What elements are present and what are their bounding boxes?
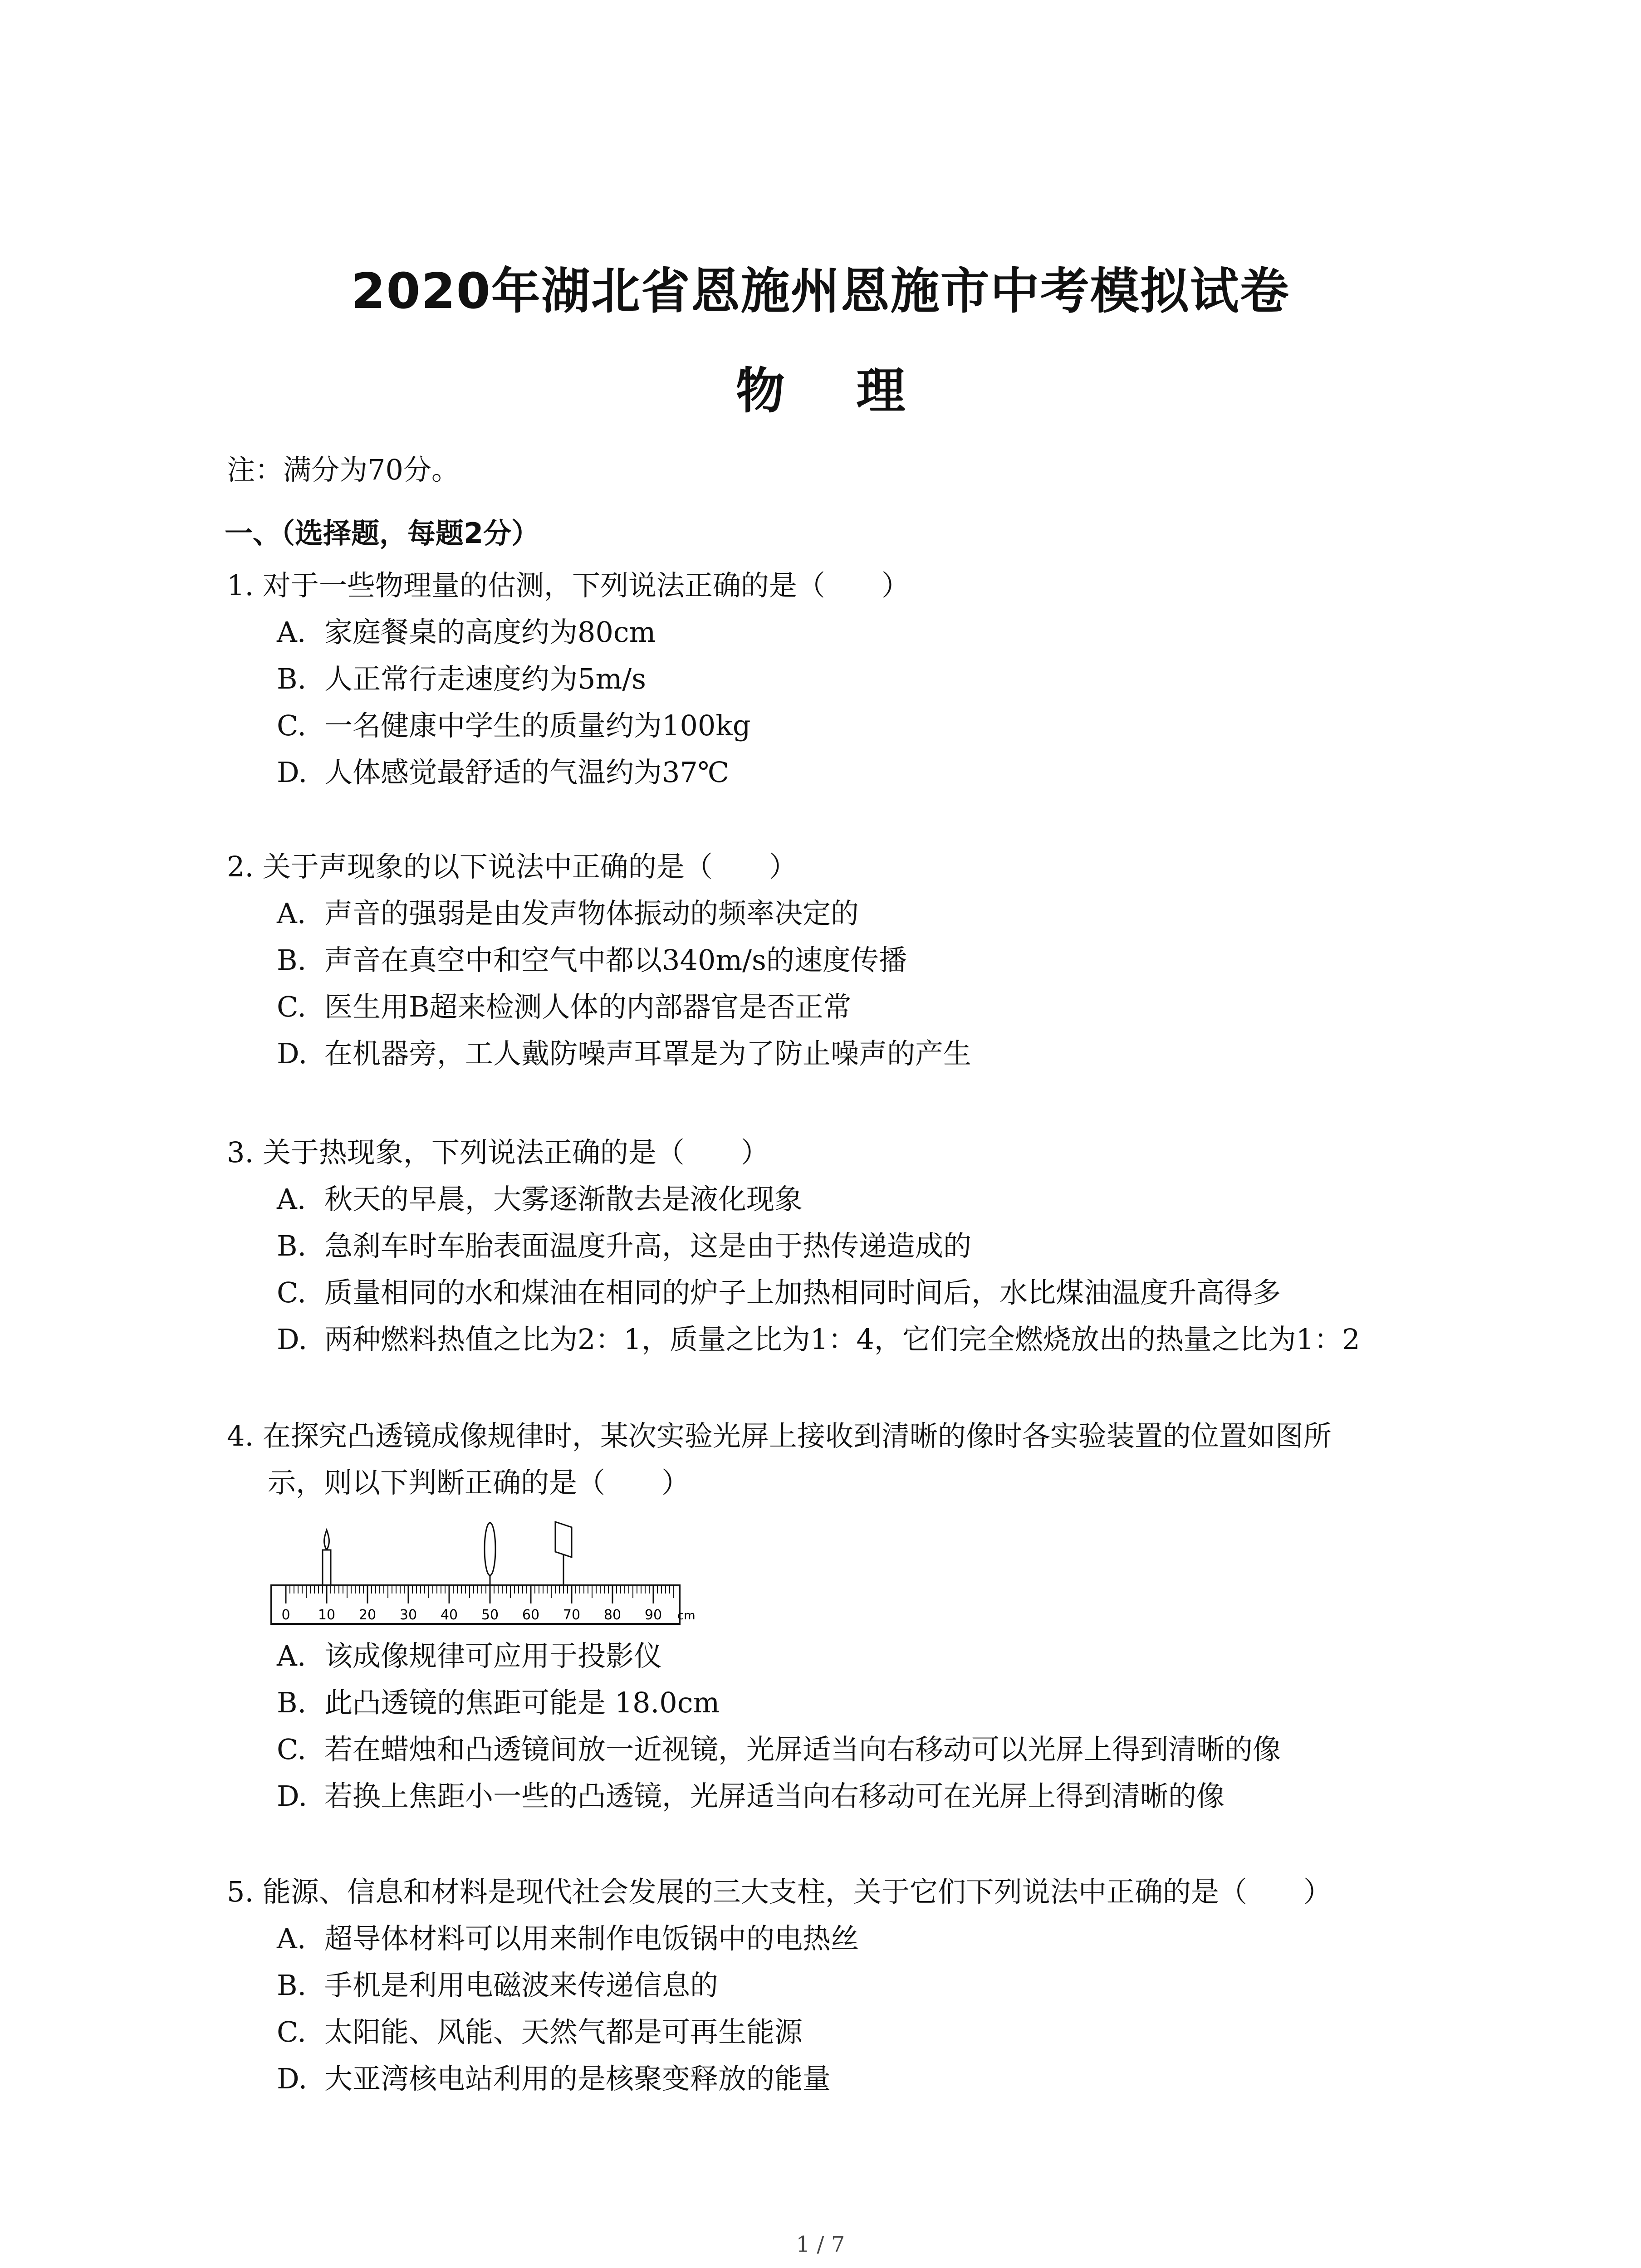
ruler-tick-label: 40 bbox=[440, 1607, 458, 1623]
convex-lens-icon bbox=[485, 1523, 495, 1585]
option-text: 在机器旁，工人戴防噪声耳罩是为了防止噪声的产生 bbox=[324, 1037, 972, 1070]
question-1-stem: 1. 对于一些物理量的估测，下列说法正确的是（ ） bbox=[227, 569, 910, 602]
question-4-stem: 4. 在探究凸透镜成像规律时，某次实验光屏上接收到清晰的像时各实验装置的位置如图所 bbox=[227, 1419, 1332, 1452]
question-2-option-d bbox=[277, 1037, 972, 1070]
option-text: 超导体材料可以用来制作电饭锅中的电热丝 bbox=[324, 1922, 859, 1955]
option-text: 手机是利用电磁波来传递信息的 bbox=[324, 1969, 719, 2002]
option-text: 此凸透镜的焦距可能是 18.0cm bbox=[324, 1686, 720, 1719]
optical-bench-svg bbox=[268, 1517, 696, 1631]
option-text: 声音的强弱是由发声物体振动的频率决定的 bbox=[324, 897, 859, 930]
option-text: 秋天的早晨，大雾逐渐散去是液化现象 bbox=[324, 1183, 803, 1216]
score-note: 注：满分为70分。 bbox=[227, 453, 460, 486]
question-3-option-a bbox=[277, 1183, 803, 1216]
option-text: 若换上焦距小一些的凸透镜，光屏适当向右移动可在光屏上得到清晰的像 bbox=[324, 1779, 1225, 1813]
option-letter: B. bbox=[277, 1229, 307, 1262]
section-heading: 一、（选择题，每题2分） bbox=[225, 517, 540, 550]
option-text: 医生用B超来检测人体的内部器官是否正常 bbox=[324, 990, 852, 1023]
option-text: 急刹车时车胎表面温度升高，这是由于热传递造成的 bbox=[324, 1229, 972, 1262]
option-letter: A. bbox=[277, 1639, 306, 1672]
option-letter: B. bbox=[277, 1969, 307, 2002]
subject-title: 物 理 bbox=[735, 363, 933, 420]
option-text: 太阳能、风能、天然气都是可再生能源 bbox=[324, 2015, 803, 2048]
option-letter: C. bbox=[277, 1276, 306, 1309]
question-1-option-b bbox=[277, 662, 646, 695]
ruler-tick-label: 80 bbox=[603, 1607, 622, 1623]
option-letter: B. bbox=[277, 943, 307, 977]
option-text: 人正常行走速度约为5m/s bbox=[324, 662, 646, 695]
option-letter: C. bbox=[277, 709, 306, 742]
question-1-option-a bbox=[277, 616, 656, 649]
option-letter: D. bbox=[277, 1037, 308, 1070]
page-number: 1 / 7 bbox=[796, 2232, 845, 2257]
ruler-tick-label: 60 bbox=[522, 1607, 540, 1623]
question-4-option-b bbox=[277, 1686, 720, 1719]
question-5-option-d bbox=[277, 2062, 831, 2095]
question-4-option-d bbox=[277, 1779, 1225, 1813]
question-1-option-c bbox=[277, 709, 751, 742]
ruler-tick-label: 30 bbox=[399, 1607, 417, 1623]
question-5-option-a bbox=[277, 1922, 859, 1955]
question-5-option-b bbox=[277, 1969, 719, 2002]
option-letter: A. bbox=[277, 897, 306, 930]
question-5-stem: 5. 能源、信息和材料是现代社会发展的三大支柱，关于它们下列说法中正确的是（ ） bbox=[227, 1875, 1332, 1908]
light-screen-icon bbox=[555, 1522, 572, 1585]
option-letter: A. bbox=[277, 1922, 306, 1955]
ruler-tick-label: 20 bbox=[358, 1607, 377, 1623]
option-text: 一名健康中学生的质量约为100kg bbox=[324, 709, 751, 742]
option-letter: A. bbox=[277, 616, 306, 649]
ruler-tick-label: 0 bbox=[281, 1607, 290, 1623]
option-text: 质量相同的水和煤油在相同的炉子上加热相同时间后，水比煤油温度升高得多 bbox=[324, 1276, 1281, 1309]
option-letter: D. bbox=[277, 2062, 308, 2095]
question-3-option-d bbox=[277, 1325, 1360, 1354]
option-letter: D. bbox=[277, 756, 308, 789]
option-letter: D. bbox=[277, 1323, 308, 1356]
option-text: 两种燃料热值之比为2：1，质量之比为1：4，它们完全燃烧放出的热量之比为1：2 bbox=[324, 1323, 1360, 1356]
ruler-tick-label: 10 bbox=[318, 1607, 336, 1623]
question-3-stem: 3. 关于热现象，下列说法正确的是（ ） bbox=[227, 1136, 769, 1169]
option-letter: C. bbox=[277, 990, 306, 1023]
exam-title: 2020年湖北省恩施州恩施市中考模拟试卷 bbox=[351, 263, 1290, 320]
question-4-stem-continued: 示，则以下判断正确的是（ ） bbox=[268, 1466, 690, 1499]
option-text: 若在蜡烛和凸透镜间放一近视镜，光屏适当向右移动可以光屏上得到清晰的像 bbox=[324, 1733, 1281, 1766]
option-letter: C. bbox=[277, 2015, 306, 2048]
question-4-option-a bbox=[277, 1639, 662, 1672]
option-letter: D. bbox=[277, 1779, 308, 1813]
option-letter: A. bbox=[277, 1183, 306, 1216]
question-2-option-a bbox=[277, 899, 859, 928]
question-1-option-d bbox=[277, 758, 729, 787]
ruler-tick-labels bbox=[281, 1607, 695, 1623]
option-letter: B. bbox=[277, 662, 307, 695]
ruler-tick-label: 70 bbox=[563, 1607, 581, 1623]
question-2-stem: 2. 关于声现象的以下说法中正确的是（ ） bbox=[227, 850, 797, 883]
question-4-option-c bbox=[277, 1735, 1281, 1764]
ruler-tick-label: 90 bbox=[644, 1607, 662, 1623]
option-text: 人体感觉最舒适的气温约为37℃ bbox=[324, 756, 730, 789]
option-text: 家庭餐桌的高度约为80cm bbox=[324, 616, 656, 649]
option-text: 声音在真空中和空气中都以340m/s的速度传播 bbox=[324, 943, 907, 977]
question-5-option-c bbox=[277, 2015, 803, 2048]
ruler-tick-label: 50 bbox=[481, 1607, 499, 1623]
ruler-ticks bbox=[286, 1585, 674, 1603]
question-2-option-b bbox=[277, 943, 907, 977]
option-letter: B. bbox=[277, 1686, 307, 1719]
candle-icon bbox=[323, 1530, 331, 1585]
option-text: 大亚湾核电站利用的是核聚变释放的能量 bbox=[324, 2062, 831, 2095]
option-text: 该成像规律可应用于投影仪 bbox=[324, 1639, 662, 1672]
question-3-option-b bbox=[277, 1229, 972, 1262]
ruler-unit: cm bbox=[677, 1609, 696, 1623]
question-2-option-c bbox=[277, 990, 852, 1023]
optical-bench-figure bbox=[268, 1517, 696, 1631]
option-letter: C. bbox=[277, 1733, 306, 1766]
question-3-option-c bbox=[277, 1276, 1281, 1309]
